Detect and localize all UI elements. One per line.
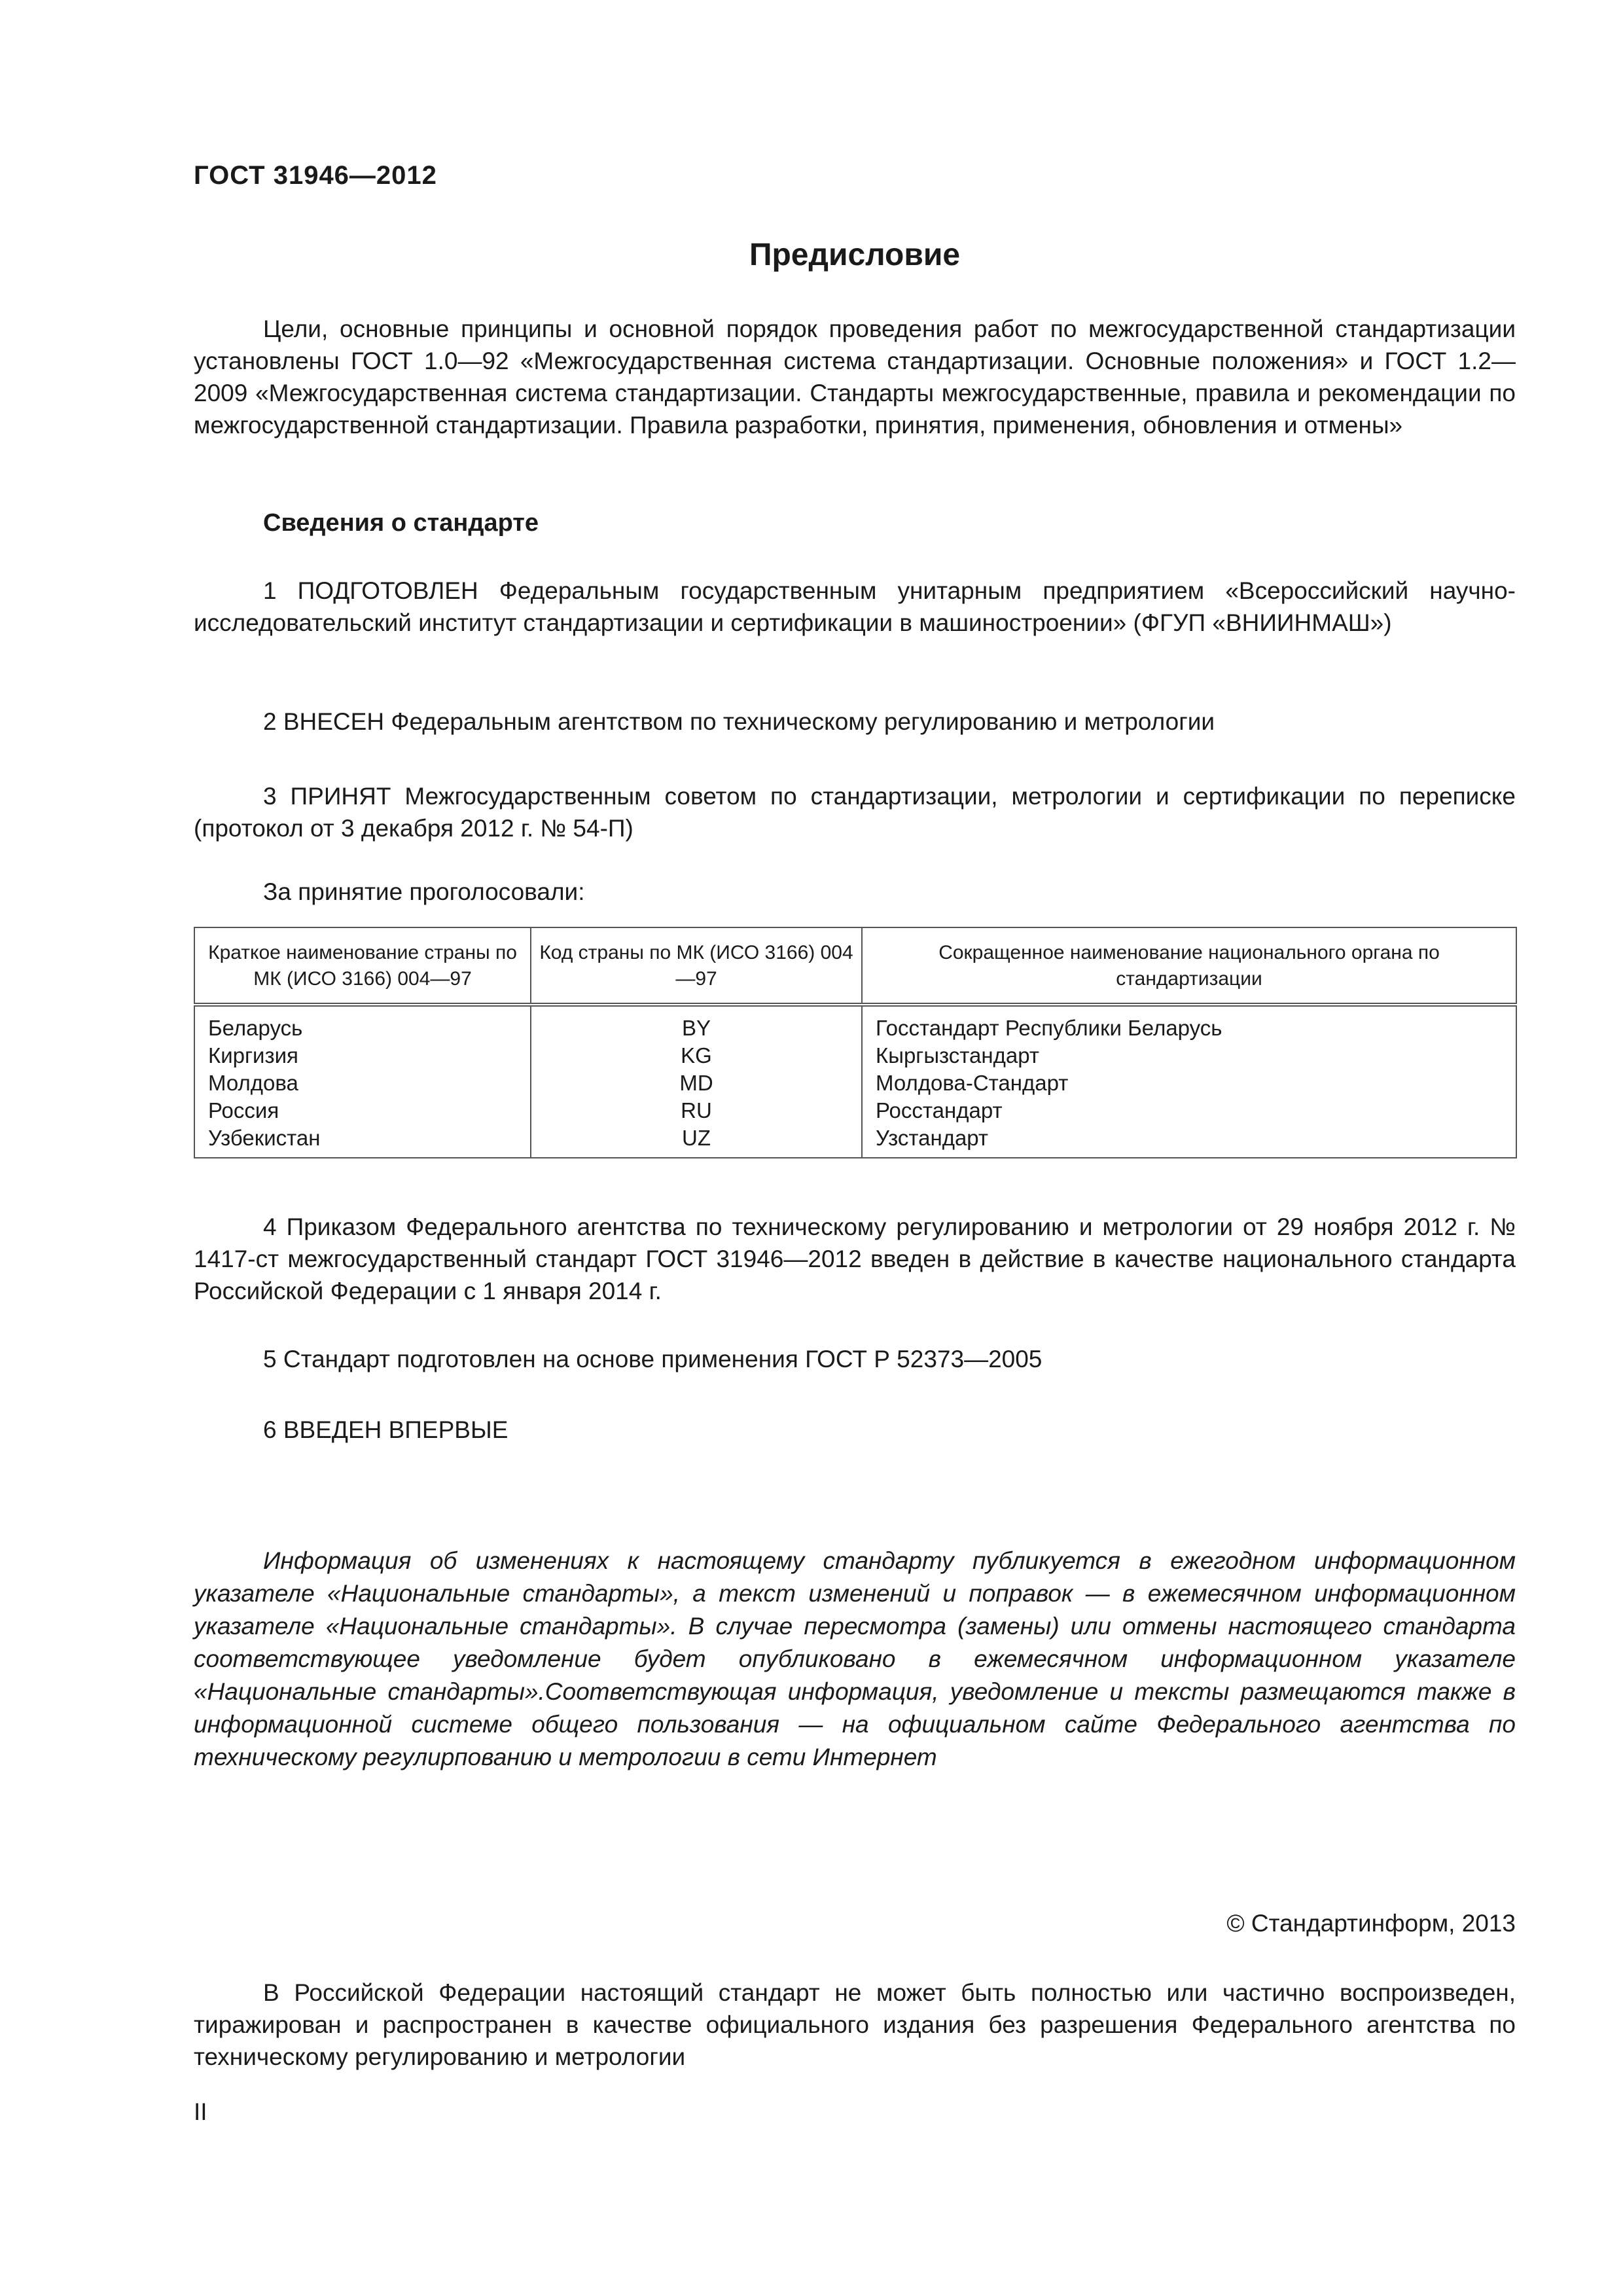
country-name: Киргизия [194,1042,531,1069]
countries-table [194,927,1517,1158]
table-header-cell: Код страны по МК (ИСО 3166) 004—97 [531,927,862,1005]
document-header: ГОСТ 31946—2012 [194,161,437,190]
national-body: Узстандарт [862,1124,1516,1158]
changes-info-note: Информация об изменениях к настоящему стандарту публикуется в ежегодном информационном указателе «Национальные стандарты», а текст изменений и поправок — в ежемесячном информационном указателе «Национальные стандарты». В случае пересмотра (замены) или отмены настоящего стандарта соответствующее уведомление будет опубликовано в ежемесячном информационном указателе «Национальные стандарты».Соответствующая информация, уведомление и тексты размещаются также в информационной системе общего пользования — на официальном сайте Федерального агентства по техническому регулирпованию и метрологии в сети Интернет [194,1547,1516,1770]
country-code: MD [531,1069,862,1097]
table-row [194,1124,1516,1158]
item-paragraph-3: 3 ПРИНЯТ Межгосударственным советом по стандартизации, метрологии и сертификации по переписке (протокол от 3 декабря 2012 г. № 54-П) [194,783,1516,842]
country-code: BY [531,1005,862,1042]
page-title: Предисловие [749,238,961,272]
country-name: Узбекистан [194,1124,531,1158]
item-paragraph-5: 5 Стандарт подготовлен на основе применения ГОСТ Р 52373—2005 [263,1346,1043,1372]
national-body: Молдова-Стандарт [862,1069,1516,1097]
country-name: Беларусь [194,1005,531,1042]
table-header-cell: Сокращенное наименование национального органа по стандартизации [862,927,1516,1005]
page-number: II [194,2098,207,2125]
document-page [194,0,1516,2296]
table-row [194,1005,1516,1042]
country-name: Молдова [194,1069,531,1097]
item-paragraph-4: 4 Приказом Федерального агентства по техническому регулированию и метрологии от 29 ноября 2012 г. № 1417-ст межгосударственный стандарт ГОСТ 31946—2012 введен в действие в качестве национального стандарта Российской Федерации с 1 января 2014 г. [194,1213,1516,1304]
table-header-row [194,927,1516,1005]
country-name: Россия [194,1097,531,1124]
legal-notice: В Российской Федерации настоящий стандарт не может быть полностью или частично воспроизведен, тиражирован и распространен в качестве официального издания без разрешения Федерального агентства по техническому регулированию и метрологии [194,1979,1516,2070]
country-code: KG [531,1042,862,1069]
national-body: Кыргызстандарт [862,1042,1516,1069]
copyright-notice: © Стандартинформ, 2013 [1226,1910,1516,1937]
national-body: Росстандарт [862,1097,1516,1124]
vote-label: За принятие проголосовали: [263,878,585,905]
table-row [194,1042,1516,1069]
table-row [194,1069,1516,1097]
national-body: Госстандарт Республики Беларусь [862,1005,1516,1042]
intro-paragraph: Цели, основные принципы и основной порядок проведения работ по межгосударственной стандартизации установлены ГОСТ 1.0—92 «Межгосударственная система стандартизации. Основные положения» и ГОСТ 1.2—2009 «Межгосударственная система стандартизации. Стандарты межгосударственные, правила и рекомендации по межгосударственной стандартизации. Правила разработки, принятия, применения, обновления и отмены» [194,315,1516,439]
item-paragraph-1: 1 ПОДГОТОВЛЕН Федеральным государственным унитарным предприятием «Всероссийский научно-исследовательский институт стандартизации и сертификации в машиностроении» (ФГУП «ВНИИНМАШ») [194,577,1516,636]
item-paragraph-2: 2 ВНЕСЕН Федеральным агентством по техническому регулированию и метрологии [263,708,1215,735]
country-code: UZ [531,1124,862,1158]
table-row [194,1097,1516,1124]
item-paragraph-6: 6 ВВЕДЕН ВПЕРВЫЕ [263,1416,508,1443]
section-heading: Сведения о стандарте [263,509,539,537]
country-code: RU [531,1097,862,1124]
table-header-cell: Краткое наименование страны по МК (ИСО 3166) 004—97 [194,927,531,1005]
